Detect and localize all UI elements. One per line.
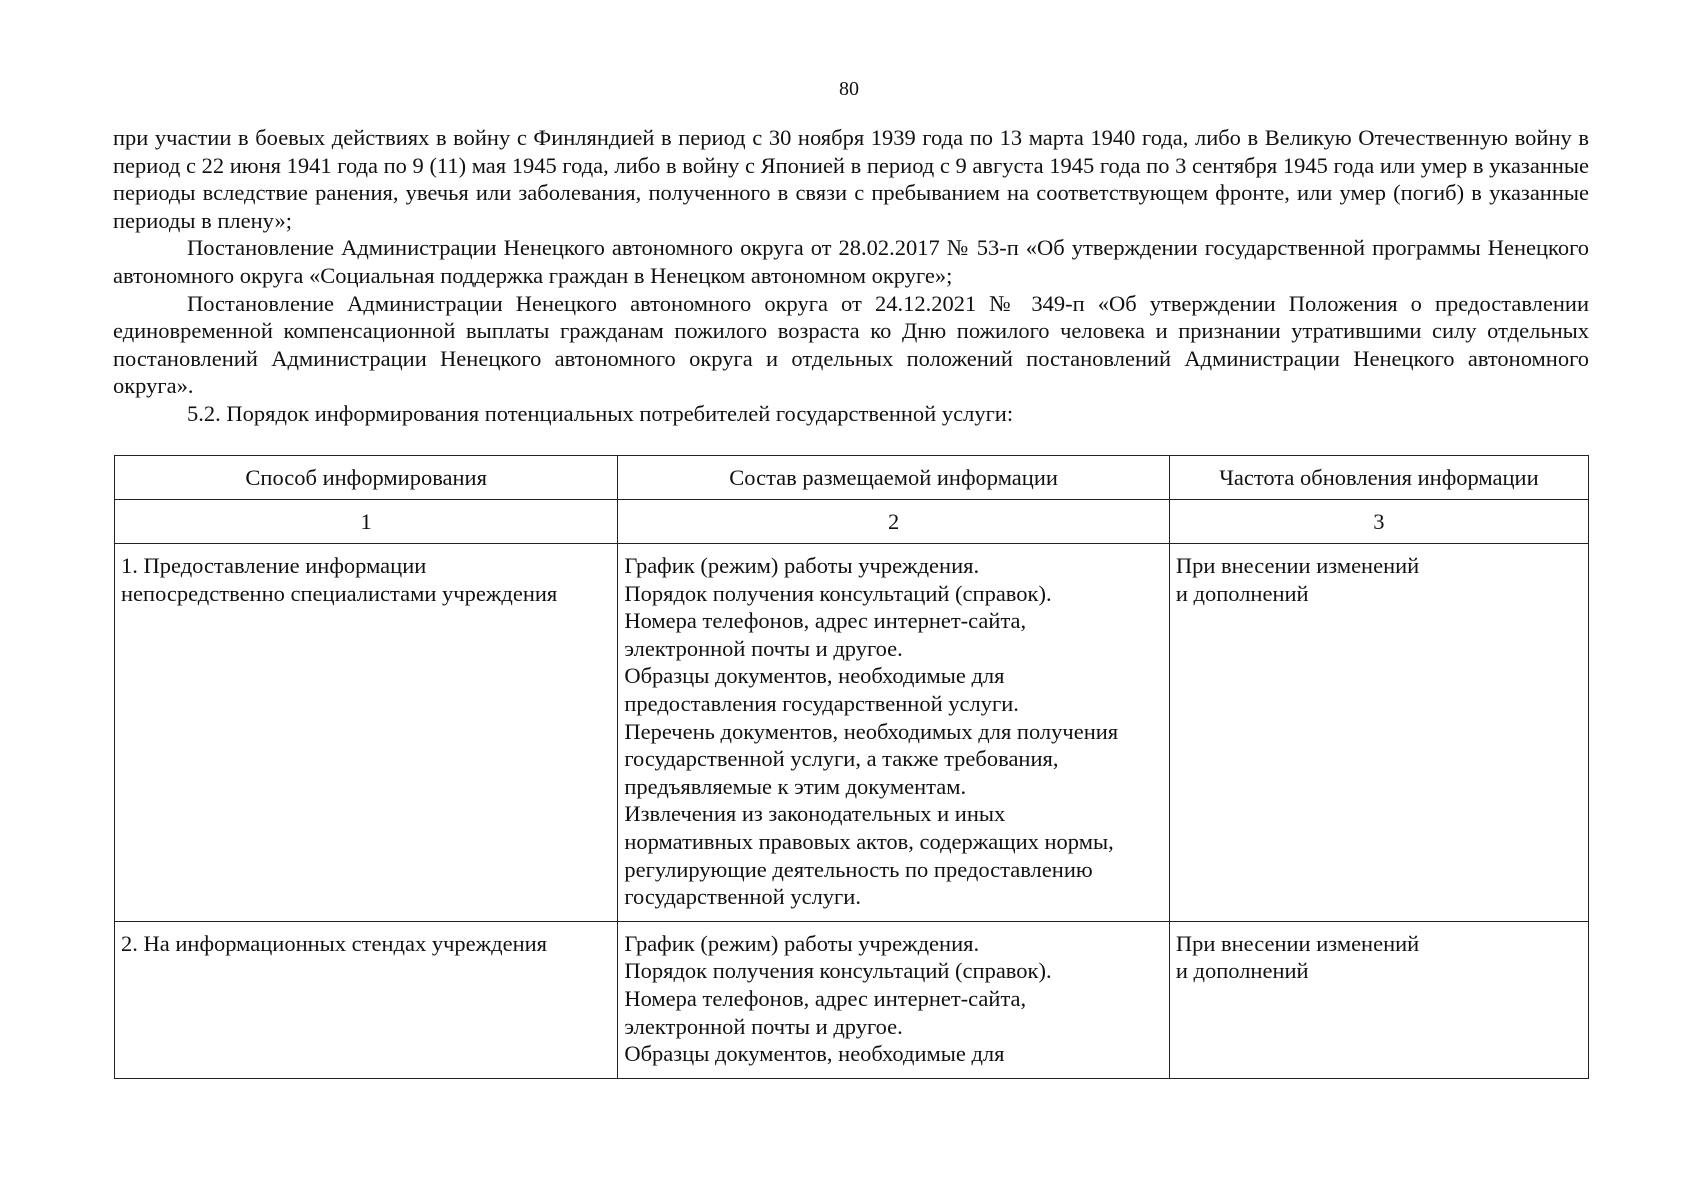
section-heading: 5.2. Порядок информирования потенциальных потребителей государственной услуги:	[187, 400, 1014, 426]
cell-line: Номера телефонов, адрес интернет-сайта,	[624, 608, 1027, 634]
frequency-cell	[1169, 544, 1588, 922]
cell-line: При внесении изменений	[1175, 553, 1420, 578]
cell-line: электронной почты и другое.	[624, 635, 903, 661]
method-cell	[115, 921, 618, 1078]
content-cell	[618, 921, 1169, 1078]
cell-line: Образцы документов, необходимые для	[624, 1041, 1005, 1067]
page-number: 80	[839, 78, 859, 100]
table-row	[115, 921, 1589, 1078]
frequency-cell	[1169, 921, 1588, 1078]
cell-line: Перечень документов, необходимых для получения	[624, 718, 1119, 744]
cell-line: предъявляемые к этим документам.	[624, 773, 967, 799]
cell-line: 1. Предоставление информации	[121, 553, 427, 578]
header-content: Состав размещаемой информации	[618, 456, 1169, 500]
column-number: 2	[618, 500, 1169, 544]
header-frequency: Частота обновления информации	[1169, 456, 1588, 500]
paragraph: Постановление Администрации Ненецкого автономного округа от 24.12.2021 № 349-п «Об утверждении Положения о предоставлении единовременной компенсационной выплаты гражданам пожилого возраста ко Дню пожилого человека и признании утратившими силу отдельных постановлений Администрации Ненецкого автономного округа и отдельных положений постановлений Администрации Ненецкого автономного округа».	[113, 290, 1589, 399]
cell-line: и дополнений	[1175, 580, 1309, 606]
cell-line: График (режим) работы учреждения.	[624, 553, 980, 578]
table-header-row	[115, 456, 1589, 500]
column-number: 1	[115, 500, 618, 544]
cell-line: непосредственно специалистами учреждения	[121, 580, 558, 606]
cell-line: При внесении изменений	[1175, 930, 1420, 956]
cell-line: и дополнений	[1175, 958, 1309, 984]
header-method: Способ информирования	[115, 456, 618, 500]
cell-line: 2. На информационных стендах учреждения	[121, 930, 548, 956]
body-text	[113, 124, 1589, 428]
cell-line: нормативных правовых актов, содержащих нормы,	[624, 828, 1114, 854]
paragraph: Постановление Администрации Ненецкого автономного округа от 28.02.2017 № 53-п «Об утверждении государственной программы Ненецкого автономного округа «Социальная поддержка граждан в Ненецком автономном округе»;	[113, 235, 1589, 288]
cell-line: Номера телефонов, адрес интернет-сайта,	[624, 985, 1027, 1011]
cell-line: электронной почты и другое.	[624, 1013, 903, 1039]
cell-line: регулирующие деятельность по предоставлению	[624, 856, 1093, 882]
cell-line: График (режим) работы учреждения.	[624, 930, 980, 956]
column-number-row	[115, 500, 1589, 544]
cell-line: Извлечения из законодательных и иных	[624, 801, 1006, 827]
column-number: 3	[1169, 500, 1588, 544]
table-row	[115, 544, 1589, 922]
method-cell	[115, 544, 618, 922]
cell-line: Порядок получения консультаций (справок).	[624, 580, 1052, 606]
cell-line: Образцы документов, необходимые для	[624, 663, 1005, 689]
content-cell	[618, 544, 1169, 922]
information-table	[114, 455, 1589, 1079]
cell-line: предоставления государственной услуги.	[624, 690, 1019, 716]
cell-line: государственной услуги, а также требования,	[624, 746, 1059, 772]
paragraph: при участии в боевых действиях в войну с Финляндией в период с 30 ноября 1939 года по 13 марта 1940 года, либо в Великую Отечественную войну в период с 22 июня 1941 года по 9 (11) мая 1945 года, либо в войну с Японией в период с 9 августа 1945 года по 3 сентября 1945 года или умер в указанные периоды вследствие ранения, увечья или заболевания, полученного в связи с пребыванием на соответствующем фронте, или умер (погиб) в указанные периоды в плену»;	[113, 125, 1589, 233]
cell-line: Порядок получения консультаций (справок).	[624, 958, 1052, 984]
cell-line: государственной услуги.	[624, 884, 861, 910]
